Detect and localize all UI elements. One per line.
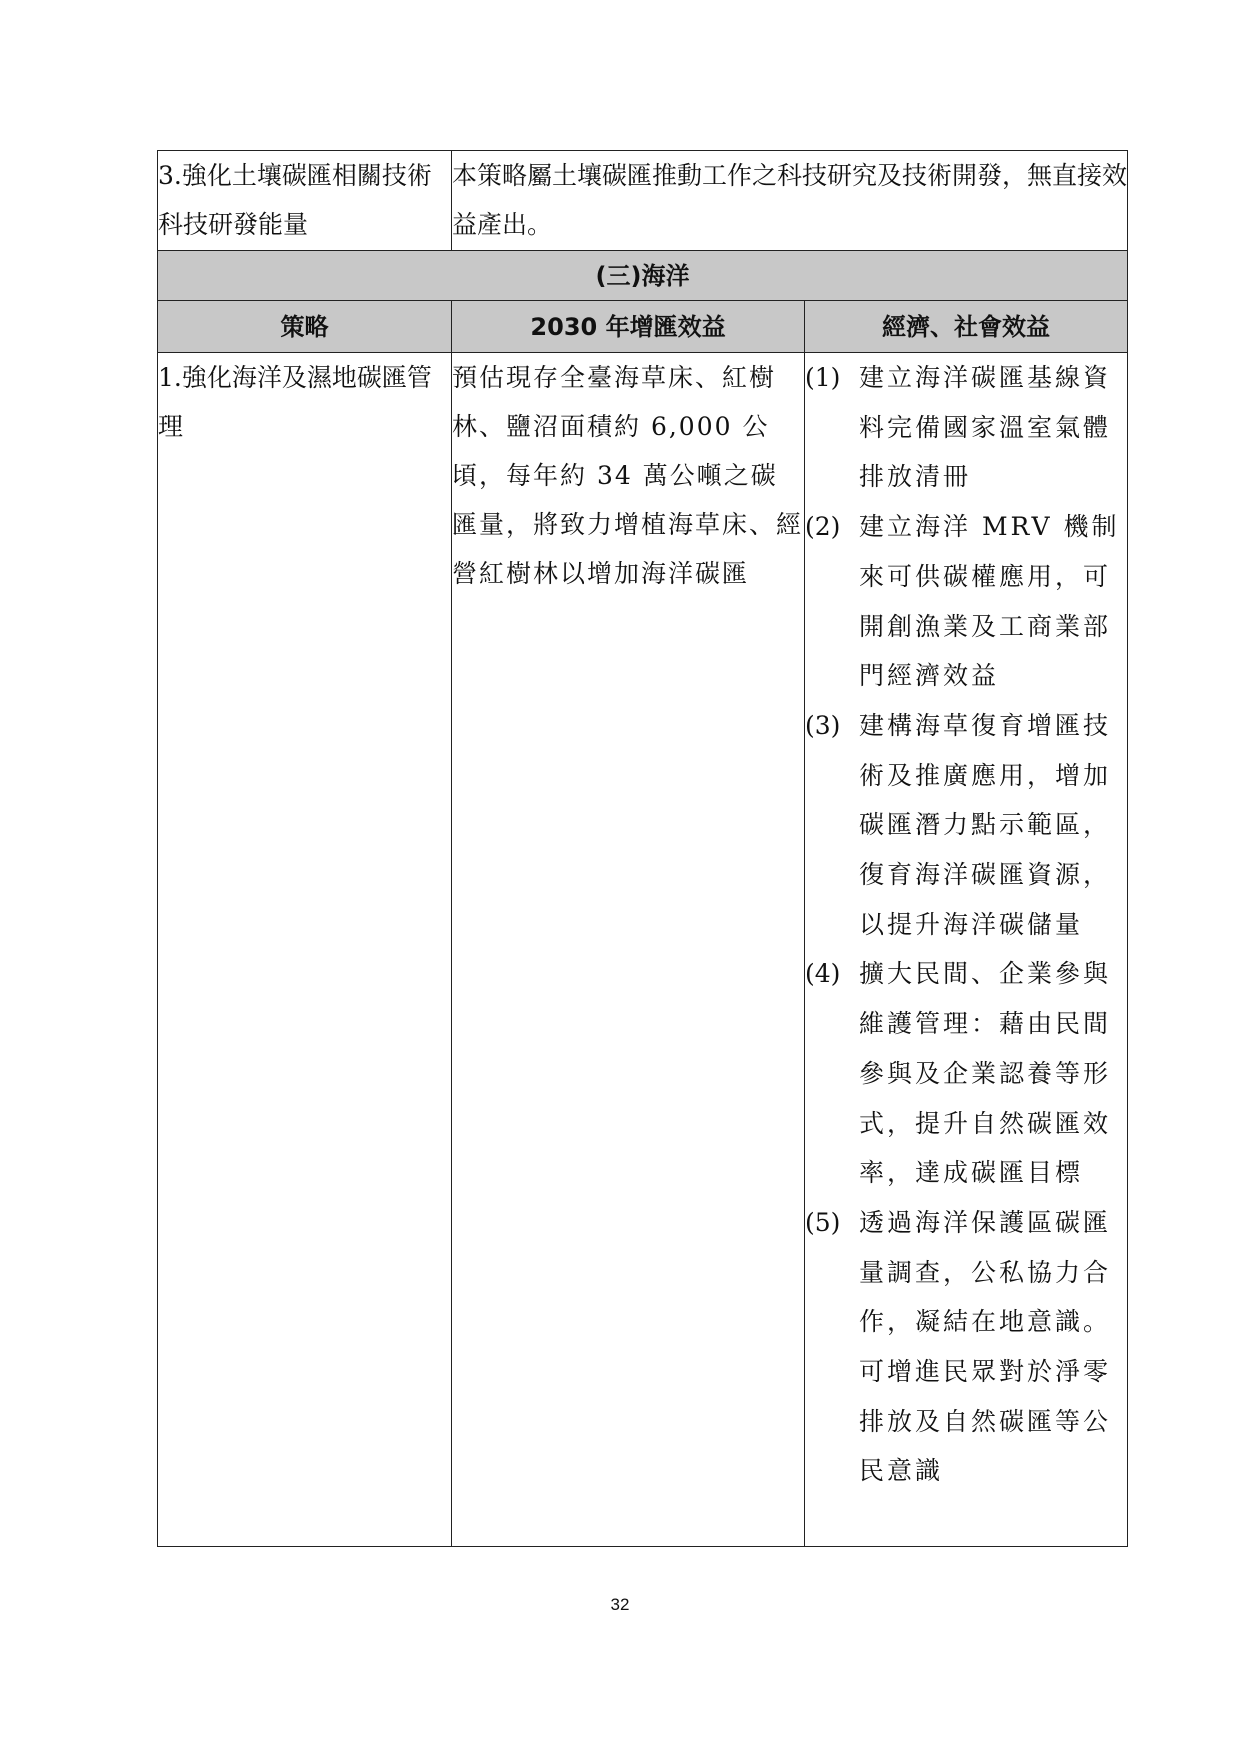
item-number: (3) (805, 710, 841, 740)
page-number: 32 (610, 1595, 630, 1614)
item-number: (1) (805, 363, 841, 392)
economic-item (805, 949, 1127, 1198)
item-text: 擴大民間、企業參與維護管理：藉由民間參與及企業認養等形式，提升自然碳匯效率，達成碳匯目標 (859, 959, 1112, 1188)
header-economic-social: 經濟、社會效益 (805, 301, 1128, 353)
economic-item (805, 1198, 1127, 1496)
economic-item (805, 502, 1127, 701)
item-text: 透過海洋保護區碳匯量調查，公私協力合作，凝結在地意識。可增進民眾對於淨零排放及自然碳匯等公民意識 (859, 1207, 1112, 1486)
header-benefit-2030: 2030 年增匯效益 (452, 301, 805, 353)
section-title: (三)海洋 (158, 251, 1128, 301)
item-number: (5) (805, 1207, 841, 1237)
item-number: (2) (805, 512, 841, 542)
marine-strategy-cell: 1.強化海洋及濕地碳匯管理 (158, 353, 452, 1547)
item-text: 建立海洋 MRV 機制來可供碳權應用，可開創漁業及工商業部門經濟效益 (859, 512, 1120, 691)
item-text: 建立海洋碳匯基線資料完備國家溫室氣體排放清冊 (859, 363, 1112, 492)
economic-item (805, 353, 1127, 502)
column-header-row (158, 301, 1128, 353)
soil-strategy-row (158, 151, 1128, 251)
header-strategy: 策略 (158, 301, 452, 353)
section-header-row (158, 251, 1128, 301)
marine-strategy-row (158, 353, 1128, 1547)
item-number: (4) (805, 959, 841, 989)
economic-item (805, 701, 1127, 950)
economic-social-cell (805, 353, 1128, 1547)
item-text: 建構海草復育增匯技術及推廣應用，增加碳匯潛力點示範區，復育海洋碳匯資源，以提升海洋碳儲量 (859, 710, 1112, 939)
marine-benefit-cell: 預估現存全臺海草床、紅樹林、鹽沼面積約 6,000 公頃，每年約 34 萬公噸之碳匯量，將致力增植海草床、經營紅樹林以增加海洋碳匯 (452, 353, 805, 1547)
soil-description-cell: 本策略屬土壤碳匯推動工作之科技研究及技術開發，無直接效益產出。 (452, 151, 1128, 251)
soil-strategy-cell: 3.強化土壤碳匯相關技術科技研發能量 (158, 151, 452, 251)
carbon-sink-strategy-table (157, 150, 1128, 1547)
